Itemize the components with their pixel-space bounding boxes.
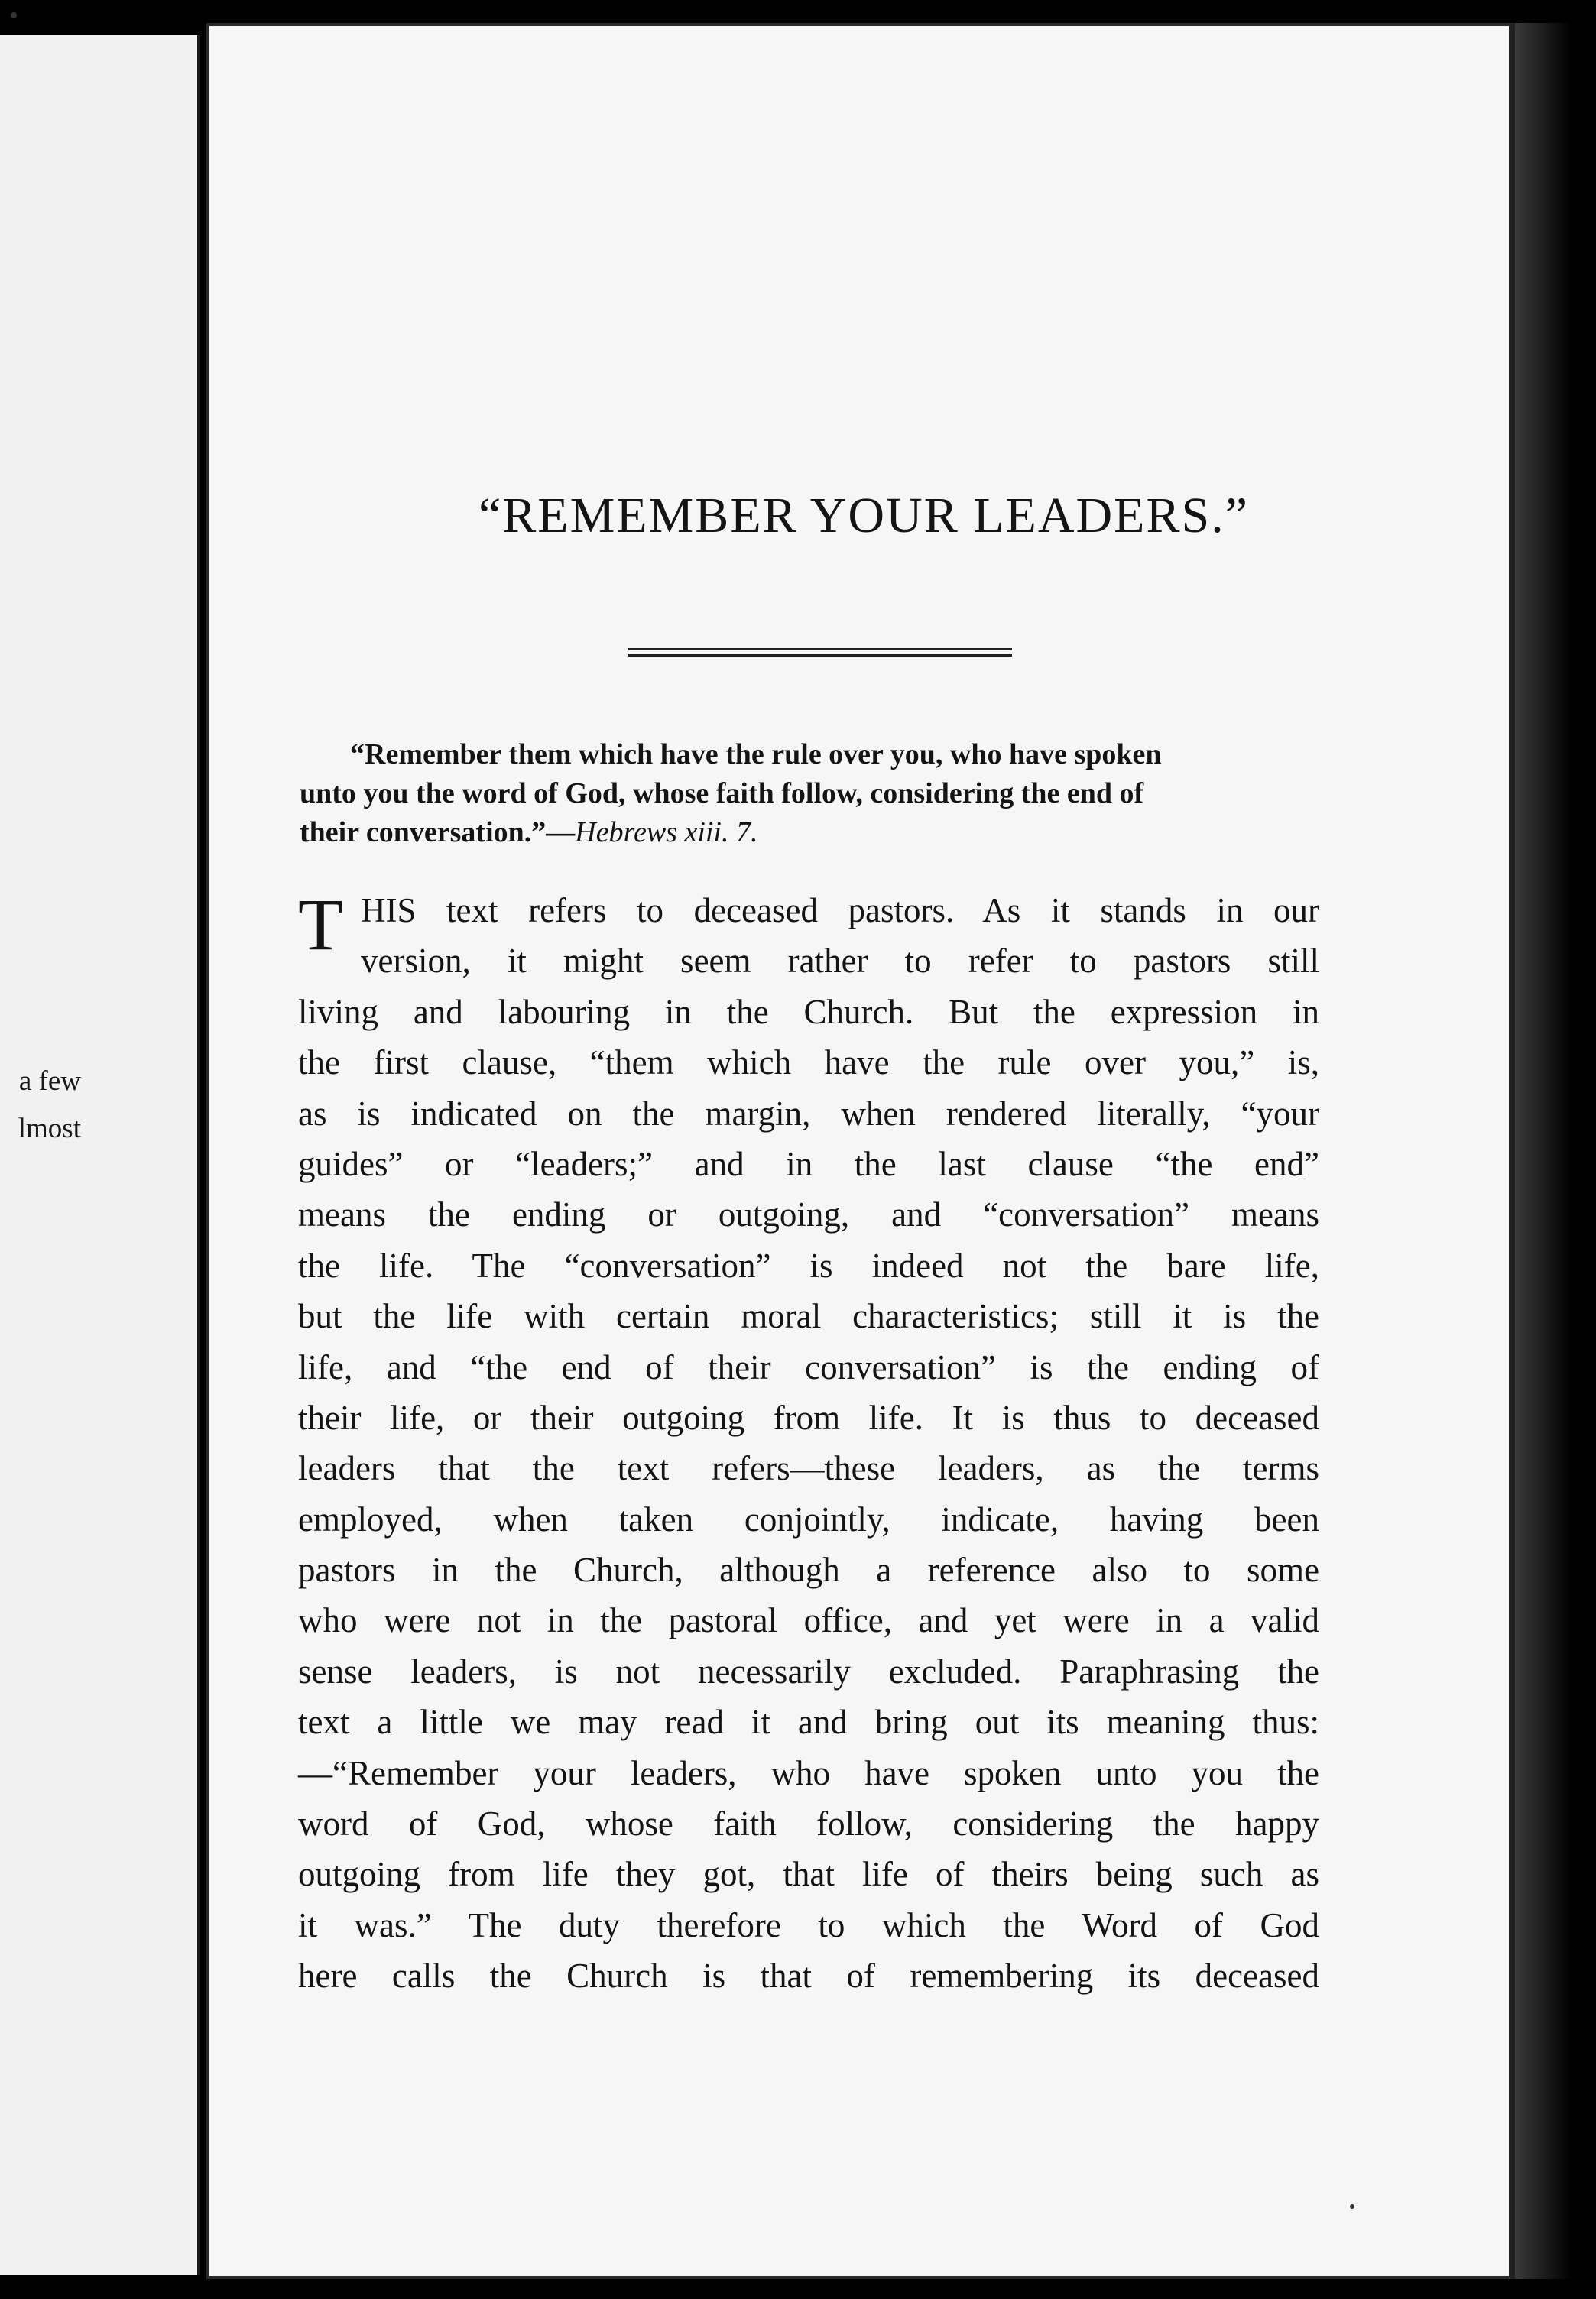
- body-line: their life, or their outgoing from life. It is thus to deceased: [298, 1398, 1319, 1437]
- page-title: “REMEMBER YOUR LEADERS.”: [478, 488, 1250, 543]
- epigraph: [300, 735, 1313, 852]
- body-line: text a little we may read it and bring out its meaning thus:: [298, 1703, 1319, 1742]
- body-line: the first clause, “them which have the rule over you,” is,: [298, 1043, 1319, 1082]
- drop-cap: T: [298, 884, 343, 965]
- body-line: —“Remember your leaders, who have spoken unto you the: [298, 1753, 1319, 1792]
- title-rule-top: [628, 648, 1012, 650]
- epigraph-line: “Remember them which have the rule over you, who have spoken: [350, 738, 1162, 770]
- epigraph-citation: Hebrews xiii. 7.: [575, 816, 758, 848]
- body-line: version, it might seem rather to refer to pastors still: [361, 942, 1319, 981]
- body-line: living and labouring in the Church. But the expression in: [298, 992, 1319, 1031]
- scan-speck: [1350, 2204, 1354, 2209]
- body-line: guides” or “leaders;” and in the last clause “the end”: [298, 1144, 1319, 1183]
- left-page-line: a few: [18, 1065, 81, 1097]
- body-line: word of God, whose faith follow, considering the happy: [298, 1805, 1319, 1843]
- left-page-line: lmost: [18, 1113, 81, 1144]
- body-line: employed, when taken conjointly, indicate, having been: [298, 1500, 1319, 1539]
- body-line: here calls the Church is that of remembering its deceased: [298, 1957, 1319, 1996]
- main-page: [206, 23, 1515, 2279]
- body-line: leaders that the text refers—these leaders, as the terms: [298, 1449, 1319, 1488]
- epigraph-line-text: their conversation.”—: [300, 816, 576, 848]
- left-page-fragment: [0, 35, 200, 2275]
- body-line: HIS text refers to deceased pastors. As it stands in our: [361, 891, 1319, 929]
- body-line: life, and “the end of their conversation” is the ending of: [298, 1347, 1319, 1386]
- body-line: who were not in the pastoral office, and yet were in a valid: [298, 1601, 1319, 1640]
- body-line: means the ending or outgoing, and “conversation” means: [298, 1195, 1319, 1234]
- body-line: as is indicated on the margin, when rendered literally, “your: [298, 1094, 1319, 1133]
- body-line: sense leaders, is not necessarily excluded. Paraphrasing the: [298, 1652, 1319, 1691]
- body-line: outgoing from life they got, that life of theirs being such as: [298, 1855, 1319, 1894]
- title-rule-bottom: [628, 654, 1012, 657]
- body-line: pastors in the Church, although a reference also to some: [298, 1551, 1319, 1590]
- page-edge-shadow: [1515, 23, 1596, 2279]
- epigraph-line: [300, 813, 1313, 852]
- body-text: [298, 885, 1319, 2002]
- body-line: but the life with certain moral characteristics; still it is the: [298, 1297, 1319, 1336]
- epigraph-line: unto you the word of God, whose faith follow, considering the end of: [300, 777, 1144, 809]
- body-line: the life. The “conversation” is indeed not the bare life,: [298, 1246, 1319, 1285]
- scan-speck: [11, 12, 17, 18]
- body-line: it was.” The duty therefore to which the Word of God: [298, 1905, 1319, 1944]
